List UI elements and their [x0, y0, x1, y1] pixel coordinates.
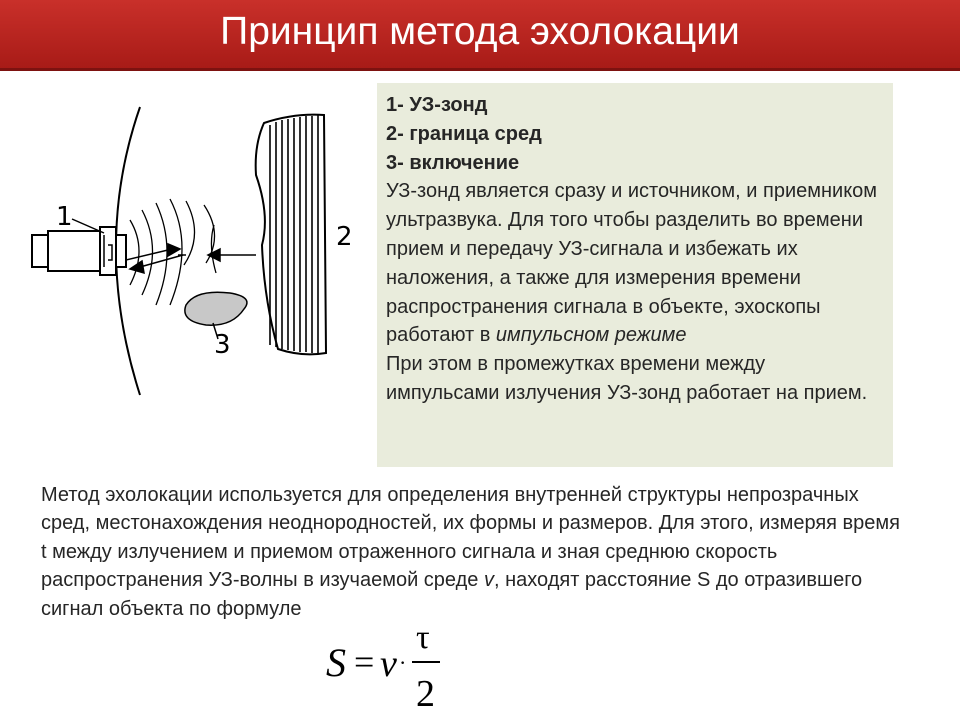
legend-text-emphasis: импульсном режиме: [495, 324, 687, 347]
formula-s: S: [326, 640, 346, 685]
formula-numerator: τ: [416, 619, 430, 656]
signal-arrows: [126, 244, 256, 273]
echolocation-diagram: [18, 95, 368, 405]
distance-formula: [322, 612, 462, 712]
inclusion-shape: [185, 292, 247, 325]
body-text-variable: v: [483, 569, 494, 592]
body-text-part1: Метод эхолокации используется для определения внутренней структуры непрозрачных сред, местонахождения неоднородностей, их формы и размеров. Для этого, измеряя время t между излучением и приемом отраженного сигнала и зная среднюю скорость распространения УЗ-волны в изучаемой среде: [41, 484, 901, 592]
legend-description: [386, 177, 881, 350]
formula-denominator: 2: [416, 673, 435, 712]
formula-dot: ·: [399, 650, 407, 675]
legend-text-part1: УЗ-зонд является сразу и источником, и приемником ультразвука. Для того чтобы разделить во времени прием и передачу УЗ-сигнала и избежать их наложения, а также для измерения времени распространения сигнала в объекте, эхоскопы работают в: [386, 180, 878, 347]
label-3: 3: [214, 330, 231, 360]
legend-item-boundary: 2- граница сред: [386, 122, 542, 145]
page-title: Принцип метода эхолокации: [220, 10, 740, 53]
method-description: [41, 481, 911, 623]
media-boundary: [256, 115, 326, 355]
title-bar: [0, 0, 960, 71]
legend-item-inclusion: 3- включение: [386, 151, 520, 174]
legend-box: [377, 83, 893, 467]
legend-item-probe: 1- УЗ-зонд: [386, 94, 488, 116]
formula-v: v: [380, 643, 397, 685]
label-1: 1: [56, 202, 73, 232]
formula-equals: =: [354, 642, 375, 682]
body-text-part2: , находят расстояние S до отразившего сигнал объекта по формуле: [41, 569, 863, 620]
legend-text-part2: При этом в промежутках времени между импульсами излучения УЗ-зонд работает на прием.: [386, 353, 868, 404]
label-2: 2: [336, 222, 353, 252]
